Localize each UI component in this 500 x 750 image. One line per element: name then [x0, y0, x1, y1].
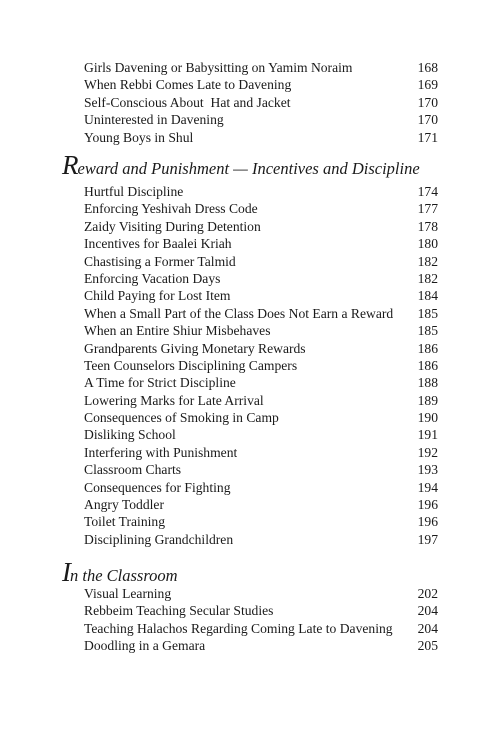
entry-title: Toilet Training — [84, 514, 165, 530]
toc-entry — [84, 129, 438, 146]
toc-entry — [84, 513, 438, 530]
entry-page-number: 202 — [417, 586, 438, 601]
toc-entry — [84, 392, 438, 409]
entry-title: Disciplining Grandchildren — [84, 531, 234, 547]
entry-title: A Time for Strict Discipline — [84, 375, 236, 391]
entry-title: Lowering Marks for Late Arrival — [84, 392, 264, 408]
entry-title: Chastising a Former Talmid — [84, 253, 236, 269]
toc-entry — [84, 620, 438, 637]
entry-title: When an Entire Shiur Misbehaves — [84, 323, 271, 339]
entry-page-number: 191 — [417, 427, 438, 443]
entry-page-number: 186 — [417, 340, 438, 356]
toc-entry — [84, 270, 438, 287]
entry-title: Consequences of Smoking in Camp — [84, 410, 279, 426]
entry-page-number: 189 — [417, 392, 438, 408]
toc-entry — [84, 602, 438, 619]
entry-title: When a Small Part of the Class Does Not Earn a Reward — [84, 305, 394, 321]
toc-entry — [84, 357, 438, 374]
entry-page-number: 204 — [417, 603, 438, 619]
toc-entry — [84, 322, 438, 339]
entry-title: Enforcing Yeshivah Dress Code — [84, 201, 258, 217]
toc-entry — [84, 200, 438, 217]
toc-entry — [84, 253, 438, 270]
entry-title: Incentives for Baalei Kriah — [84, 236, 232, 252]
toc-entry — [84, 637, 438, 654]
entry-page-number: 171 — [417, 129, 438, 145]
toc-entry-list — [84, 59, 438, 146]
entry-page-number: 196 — [417, 514, 438, 530]
toc-entry — [84, 76, 438, 93]
toc-entry — [84, 94, 438, 111]
toc-entry-list — [84, 585, 438, 655]
entry-title: Disliking School — [84, 427, 176, 443]
entry-title: Zaidy Visiting During Detention — [84, 218, 261, 234]
toc-entry-list — [84, 183, 438, 548]
entry-page-number: 186 — [417, 357, 438, 373]
entry-page-number: 182 — [417, 270, 438, 286]
entry-title: Rebbeim Teaching Secular Studies — [84, 603, 274, 619]
entry-page-number: 190 — [417, 410, 438, 426]
entry-page-number: 170 — [417, 112, 438, 128]
entry-page-number: 185 — [417, 305, 438, 321]
entry-page-number: 169 — [417, 77, 438, 93]
entry-page-number: 182 — [417, 253, 438, 269]
section-heading — [62, 557, 178, 588]
entry-page-number: 205 — [417, 638, 438, 654]
entry-title: Visual Learning — [84, 586, 172, 601]
entry-title: Consequences for Fighting — [84, 479, 231, 495]
entry-page-number: 193 — [417, 462, 438, 478]
toc-entry — [84, 287, 438, 304]
entry-page-number: 185 — [417, 323, 438, 339]
entry-title: Self-Conscious About Hat and Jacket — [84, 94, 291, 110]
toc-entry — [84, 305, 438, 322]
entry-page-number: 204 — [417, 620, 438, 636]
toc-entry — [84, 374, 438, 391]
entry-page-number: 177 — [417, 201, 438, 217]
entry-title: Grandparents Giving Monetary Rewards — [84, 340, 306, 356]
toc-entry — [84, 531, 438, 548]
entry-title: Enforcing Vacation Days — [84, 270, 221, 286]
entry-page-number: 188 — [417, 375, 438, 391]
section-heading-text: eward and Punishment — Incentives and Discipline — [77, 159, 420, 178]
entry-title: Child Paying for Lost Item — [84, 288, 231, 304]
entry-title: Classroom Charts — [84, 462, 182, 478]
toc-entry — [84, 409, 438, 426]
section-heading-initial: R — [62, 150, 78, 180]
toc-entry — [84, 585, 438, 602]
toc-entry — [84, 235, 438, 252]
entry-title: Teaching Halachos Regarding Coming Late to Davening — [84, 620, 393, 636]
toc-entry — [84, 426, 438, 443]
toc-entry — [84, 479, 438, 496]
entry-page-number: 168 — [417, 60, 438, 75]
section-heading-initial: I — [62, 557, 70, 587]
section-heading — [62, 150, 420, 181]
entry-page-number: 194 — [417, 479, 438, 495]
toc-entry — [84, 340, 438, 357]
entry-title: Teen Counselors Disciplining Campers — [84, 357, 298, 373]
entry-title: Angry Toddler — [84, 497, 164, 513]
entry-title: Interfering with Punishment — [84, 444, 238, 460]
entry-title: Doodling in a Gemara — [84, 638, 206, 654]
toc-entry — [84, 461, 438, 478]
toc-entry — [84, 444, 438, 461]
entry-title: Uninterested in Davening — [84, 112, 224, 128]
toc-entry — [84, 59, 438, 76]
entry-page-number: 180 — [417, 236, 438, 252]
toc-entry — [84, 496, 438, 513]
toc-entry — [84, 218, 438, 235]
entry-page-number: 192 — [417, 444, 438, 460]
entry-page-number: 174 — [417, 184, 438, 199]
section-heading-text: n the Classroom — [70, 566, 178, 585]
entry-title: Girls Davening or Babysitting on Yamim Noraim — [84, 60, 353, 75]
entry-page-number: 184 — [417, 288, 438, 304]
toc-entry — [84, 183, 438, 200]
toc-entry — [84, 111, 438, 128]
entry-title: Hurtful Discipline — [84, 184, 184, 199]
entry-title: When Rebbi Comes Late to Davening — [84, 77, 292, 93]
entry-page-number: 197 — [417, 531, 438, 547]
entry-page-number: 178 — [417, 218, 438, 234]
entry-title: Young Boys in Shul — [84, 129, 194, 145]
entry-page-number: 196 — [417, 497, 438, 513]
entry-page-number: 170 — [417, 94, 438, 110]
